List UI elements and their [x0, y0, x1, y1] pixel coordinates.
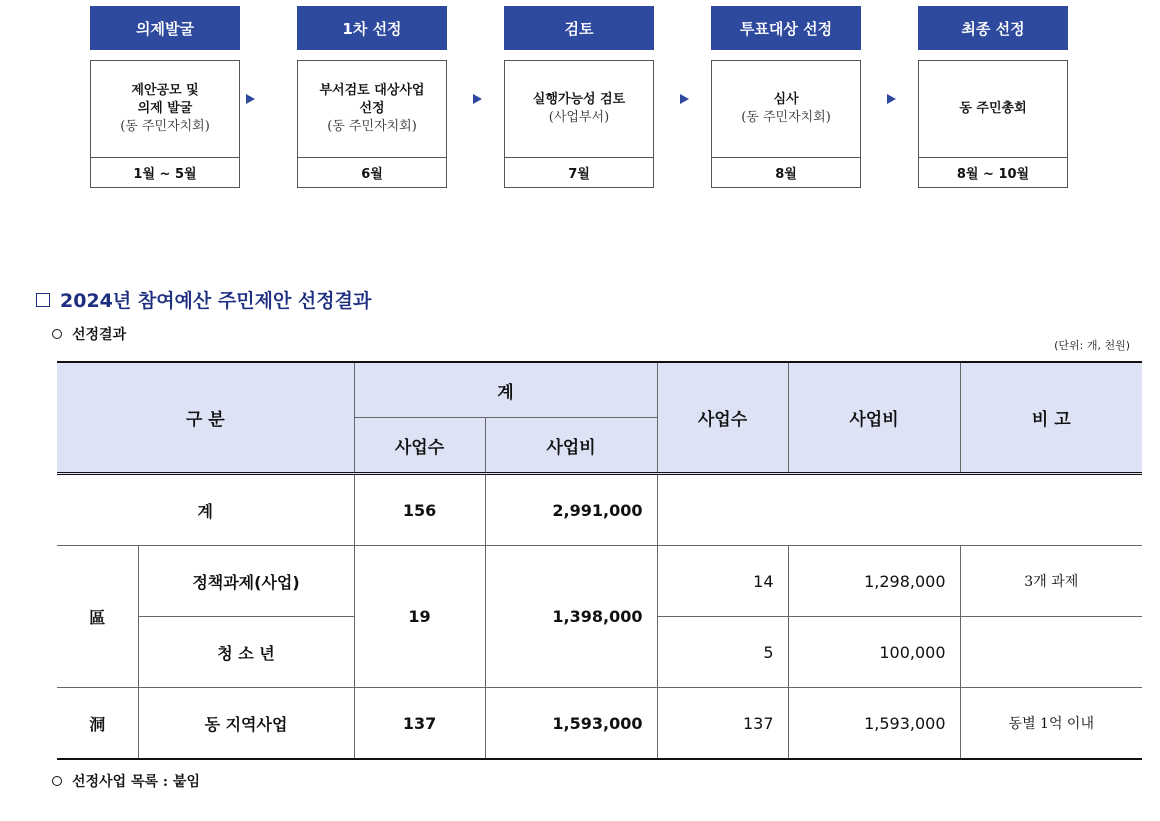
step-body-line: 심사 [773, 92, 799, 107]
step-body [712, 61, 860, 157]
process-step-4 [711, 6, 861, 188]
gu-policy-label: 정책과제(사업) [138, 546, 354, 617]
total-empty [657, 474, 1142, 546]
header-remarks: 비 고 [960, 362, 1142, 474]
step-title: 의제발굴 [90, 6, 240, 50]
dong-row-label: 동 지역사업 [138, 688, 354, 760]
step-box [918, 60, 1068, 188]
step-date: 6월 [298, 157, 446, 187]
step-date: 8월 ~ 10월 [919, 157, 1067, 187]
arrow-right-icon [246, 94, 255, 104]
dong-subtotal-count: 137 [354, 688, 485, 760]
process-step-1 [90, 6, 240, 188]
step-box [711, 60, 861, 188]
gu-policy-budget: 1,298,000 [788, 546, 960, 617]
step-body-line: 제안공모 및 [131, 83, 199, 98]
process-step-5 [918, 6, 1068, 188]
header-total-budget: 사업비 [485, 418, 657, 474]
subsection-title-text: 선정결과 [72, 327, 127, 343]
step-sub: (동 주민자치회) [327, 119, 417, 134]
gu-youth-label: 청 소 년 [138, 617, 354, 688]
square-bullet-icon [36, 293, 50, 307]
step-box [297, 60, 447, 188]
step-box [504, 60, 654, 188]
step-body [91, 61, 239, 157]
table-header-row [57, 362, 1142, 418]
dong-label: 洞 [57, 688, 138, 760]
step-date: 7월 [505, 157, 653, 187]
gu-youth-count: 5 [657, 617, 788, 688]
arrow-right-icon [680, 94, 689, 104]
dong-subtotal-budget: 1,593,000 [485, 688, 657, 760]
step-title: 최종 선정 [918, 6, 1068, 50]
step-title: 1차 선정 [297, 6, 447, 50]
subsection-title [52, 324, 126, 344]
step-sub: (사업부서) [548, 110, 610, 125]
process-step-3 [504, 6, 654, 188]
circle-bullet-icon [52, 329, 62, 339]
gu-policy-remarks: 3개 과제 [960, 546, 1142, 617]
step-title: 투표대상 선정 [711, 6, 861, 50]
step-box [90, 60, 240, 188]
table-row-total [57, 474, 1142, 546]
dong-remarks: 동별 1억 이내 [960, 688, 1142, 760]
step-body [505, 61, 653, 157]
step-body-line: 동 주민총회 [959, 101, 1027, 116]
header-count: 사업수 [657, 362, 788, 474]
gu-subtotal-budget: 1,398,000 [485, 546, 657, 688]
gu-subtotal-count: 19 [354, 546, 485, 688]
step-date: 1월 ~ 5월 [91, 157, 239, 187]
step-body-line: 선정 [359, 101, 385, 116]
header-category: 구 분 [57, 362, 354, 474]
footer-note [52, 771, 200, 791]
table-row-dong [57, 688, 1142, 760]
result-table [57, 361, 1142, 760]
step-body-line: 부서검토 대상사업 [319, 83, 425, 98]
table-row-gu-policy [57, 546, 1142, 617]
arrow-right-icon [473, 94, 482, 104]
step-date: 8월 [712, 157, 860, 187]
total-budget: 2,991,000 [485, 474, 657, 546]
process-flow [90, 6, 1070, 191]
dong-count: 137 [657, 688, 788, 760]
step-sub: (동 주민자치회) [741, 110, 831, 125]
header-budget: 사업비 [788, 362, 960, 474]
section-title-text: 2024년 참여예산 주민제안 선정결과 [60, 290, 372, 312]
unit-note: (단위: 개, 천원) [1054, 339, 1130, 352]
step-body [298, 61, 446, 157]
section-title [36, 286, 371, 313]
total-count: 156 [354, 474, 485, 546]
step-body [919, 61, 1067, 157]
step-title: 검토 [504, 6, 654, 50]
process-step-2 [297, 6, 447, 188]
header-total-count: 사업수 [354, 418, 485, 474]
gu-youth-remarks [960, 617, 1142, 688]
footer-note-text: 선정사업 목록 : 붙임 [72, 774, 200, 790]
arrow-right-icon [887, 94, 896, 104]
circle-bullet-icon [52, 776, 62, 786]
gu-policy-count: 14 [657, 546, 788, 617]
step-body-line: 실행가능성 검토 [532, 92, 626, 107]
gu-label: 區 [57, 546, 138, 688]
total-label: 계 [57, 474, 354, 546]
step-body-line: 의제 발굴 [137, 101, 193, 116]
header-total-group: 계 [354, 362, 657, 418]
gu-youth-budget: 100,000 [788, 617, 960, 688]
step-sub: (동 주민자치회) [120, 119, 210, 134]
dong-budget: 1,593,000 [788, 688, 960, 760]
